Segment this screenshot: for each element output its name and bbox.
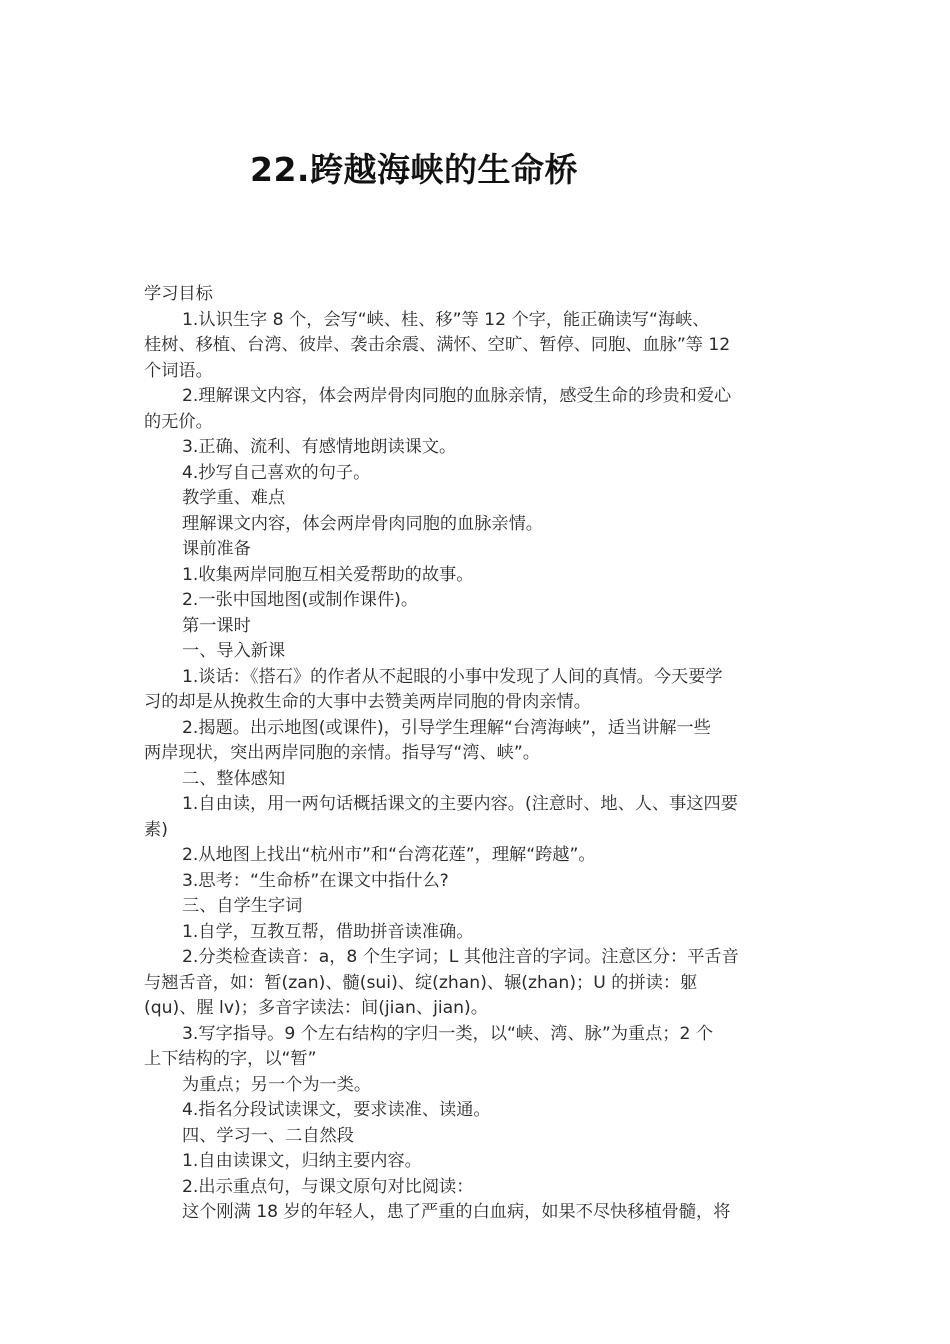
text-line: 1.谈话：《搭石》的作者从不起眼的小事中发现了人间的真情。今天要学 <box>182 666 723 687</box>
text-line: 与翘舌音，如：暂(zan)、髓(sui)、绽(zhan)、辗(zhan)；U 的拼读：躯 <box>144 972 698 993</box>
text-line: 这个刚满 18 岁的年轻人，患了严重的白血病，如果不尽快移植骨髓，将 <box>182 1202 731 1222</box>
text-line: 课前准备 <box>182 539 251 559</box>
text-line: 二、整体感知 <box>182 768 286 789</box>
text-line: 2.理解课文内容，体会两岸骨肉同胞的血脉亲情，感受生命的珍贵和爱心 <box>182 386 732 406</box>
text-line: 理解课文内容，体会两岸骨肉同胞的血脉亲情。 <box>182 513 543 534</box>
text-line: 1.认识生字 8 个，会写“峡、桂、移”等 12 个字，能正确读写“海峡、 <box>182 309 710 330</box>
text-line: 2.从地图上找出“杭州市”和“台湾花莲”，理解“跨越”。 <box>182 845 596 865</box>
text-line: 两岸现状，突出两岸同胞的亲情。指导写“湾、峡”。 <box>144 743 540 763</box>
text-line: 4.抄写自己喜欢的句子。 <box>182 462 371 483</box>
document-body <box>144 282 806 1226</box>
text-line: 2.揭题。出示地图(或课件)，引导学生理解“台湾海峡”，适当讲解一些 <box>182 717 711 738</box>
text-line: 教学重、难点 <box>182 488 286 508</box>
text-line: 的无价。 <box>144 411 213 432</box>
text-line: 4.指名分段试读课文，要求读准、读通。 <box>182 1100 491 1120</box>
text-line: 学习目标 <box>144 284 213 304</box>
text-line: (qu)、腥 lv)；多音字读法：间(jian、jian)。 <box>144 998 488 1018</box>
document-title: 22.跨越海峡的生命桥 <box>250 150 578 189</box>
text-line: 桂树、移植、台湾、彼岸、袭击余震、满怀、空旷、暂停、同胞、血脉”等 12 <box>144 335 731 355</box>
text-line: 1.收集两岸同胞互相关爱帮助的故事。 <box>182 564 474 585</box>
text-line: 为重点；另一个为一类。 <box>182 1074 372 1095</box>
text-line: 1.自由读，用一两句话概括课文的主要内容。(注意时、地、人、事这四要 <box>182 794 738 814</box>
text-line: 三、自学生字词 <box>182 896 303 916</box>
text-line: 第一课时 <box>182 615 251 636</box>
text-line: 2.一张中国地图(或制作课件)。 <box>182 590 419 610</box>
text-line: 3.写字指导。9 个左右结构的字归一类，以“峡、湾、脉”为重点；2 个 <box>182 1023 714 1044</box>
text-line: 一、导入新课 <box>182 641 286 661</box>
text-line: 2.分类检查读音：a，8 个生字词；L 其他注音的字词。注意区分：平舌音 <box>182 947 739 967</box>
text-line: 1.自学，互教互帮，借助拼音读准确。 <box>182 921 474 942</box>
text-line: 个词语。 <box>144 360 213 381</box>
text-line: 素) <box>144 819 168 840</box>
text-line: 3.思考：“生命桥”在课文中指什么? <box>182 870 449 891</box>
text-line: 2.出示重点句，与课文原句对比阅读： <box>182 1176 474 1197</box>
text-line: 3.正确、流利、有感情地朗读课文。 <box>182 437 457 457</box>
text-line: 四、学习一、二自然段 <box>182 1125 354 1146</box>
text-line: 上下结构的字，以“暂” <box>144 1049 317 1069</box>
text-line: 习的却是从挽救生命的大事中去赞美两岸同胞的骨肉亲情。 <box>144 692 591 712</box>
text-line: 1.自由读课文，归纳主要内容。 <box>182 1151 422 1171</box>
